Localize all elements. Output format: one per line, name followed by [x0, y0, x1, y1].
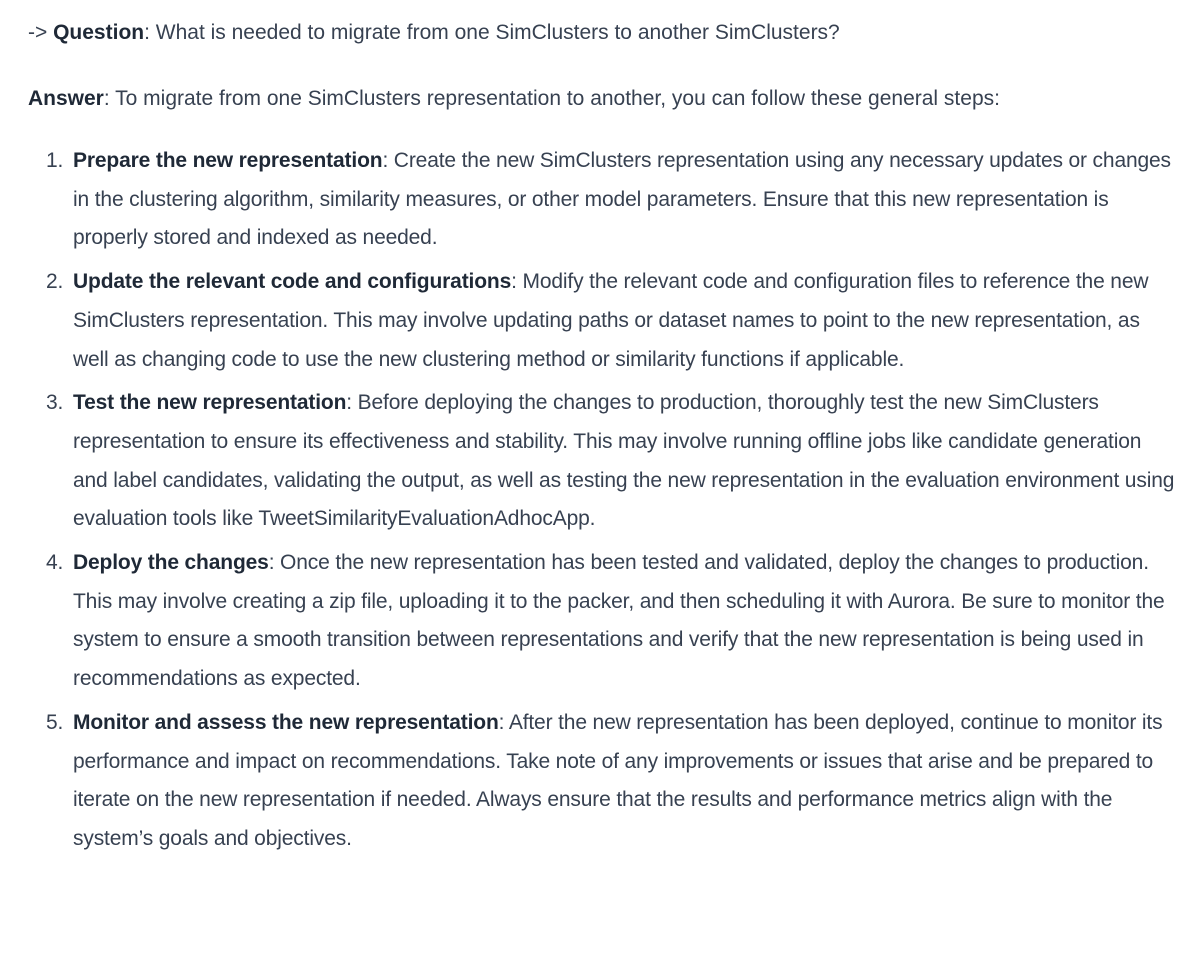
step-number: 3. — [46, 391, 64, 415]
question-separator: : — [144, 21, 156, 44]
step-item — [28, 142, 1180, 258]
step-text: : Once the new representation has been tested and validated, deploy the changes to production. This may involve creating a zip file, uploading it to the packer, and then scheduling it with Aurora. Be sure to monitor the system to ensure a smooth transition between representations and verify that the new representation is being used in recommendations as expected. — [73, 551, 1165, 691]
step-item — [28, 384, 1180, 539]
step-text: : Modify the relevant code and configuration files to reference the new SimClusters representation. This may involve updating paths or dataset names to point to the new representation, as well as changing code to use the new clustering method or similarity functions if applicable. — [73, 270, 1149, 371]
step-title: Monitor and assess the new representation — [73, 710, 499, 734]
question-prefix: -> — [28, 21, 54, 44]
answer-text: To migrate from one SimClusters representation to another, you can follow these general steps: — [115, 87, 1000, 110]
question-label: Question — [53, 21, 145, 44]
answer-label: Answer — [28, 87, 104, 110]
step-number: 4. — [46, 551, 64, 575]
answer-intro — [28, 80, 1180, 118]
step-title: Prepare the new representation — [73, 149, 383, 172]
step-number: 5. — [46, 710, 64, 734]
question-text: What is needed to migrate from one SimClusters to another SimClusters? — [155, 21, 840, 44]
step-text: : After the new representation has been deployed, continue to monitor its performance and impact on recommendations. Take note of any improvements or issues that arise and be prepared to iterate on the new representation if needed. Always ensure that the results and performance metrics align with the system’s goals and objectives. — [73, 710, 1163, 850]
step-number: 1. — [46, 149, 64, 172]
step-item — [28, 704, 1180, 859]
step-item — [28, 263, 1180, 379]
step-title: Test the new representation — [73, 391, 347, 415]
step-title: Update the relevant code and configurations — [73, 270, 512, 294]
step-text: : Before deploying the changes to production, thoroughly test the new SimClusters representation to ensure its effectiveness and stability. This may involve running offline jobs like candidate generation and label candidates, validating the output, as well as testing the new representation in the evaluation environment using evaluation tools like TweetSimilarityEvaluationAdhocApp. — [73, 391, 1175, 531]
step-text: : Create the new SimClusters representation using any necessary updates or changes in the clustering algorithm, similarity measures, or other model parameters. Ensure that this new representation is properly stored and indexed as needed. — [73, 149, 1171, 250]
question-line — [28, 14, 1180, 52]
step-item — [28, 544, 1180, 699]
steps-list — [28, 142, 1180, 859]
step-title: Deploy the changes — [73, 551, 269, 575]
step-number: 2. — [46, 270, 64, 294]
answer-separator: : — [103, 87, 116, 110]
